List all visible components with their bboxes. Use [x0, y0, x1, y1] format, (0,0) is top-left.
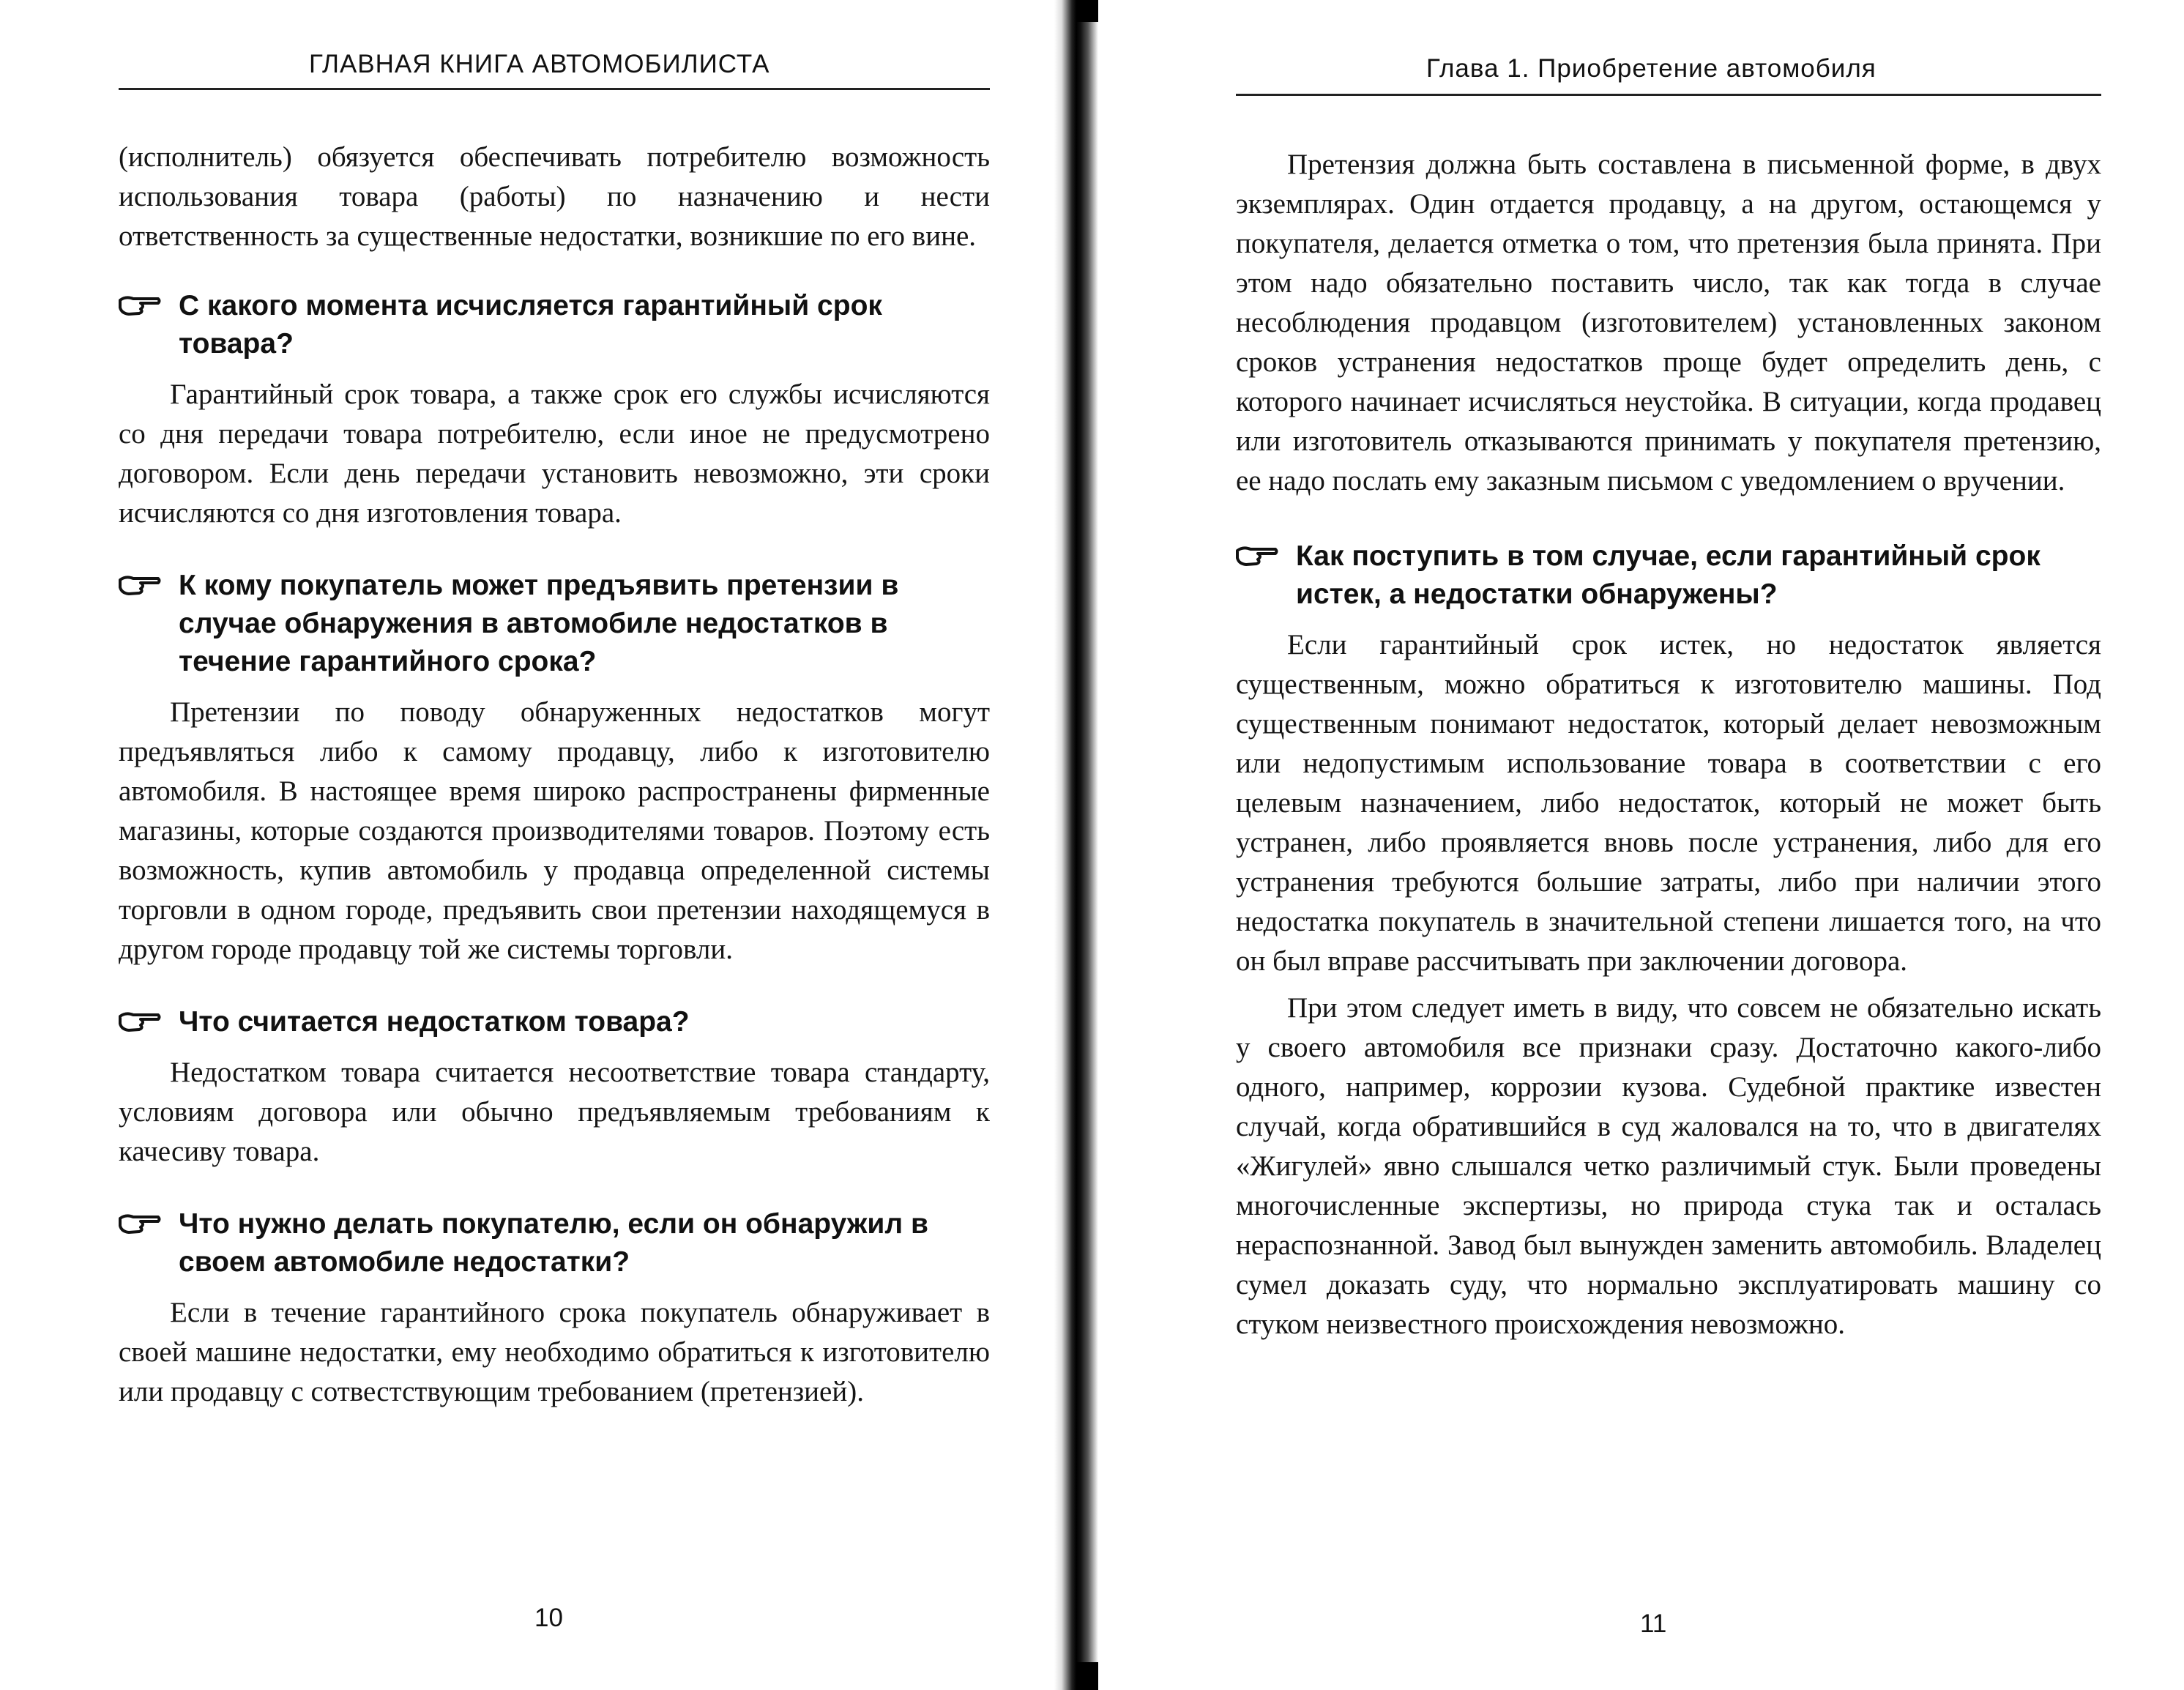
question-text: Что считается недостатком товара? — [179, 1006, 690, 1038]
answer-paragraph: Если гарантийный срок истек, но недостаток является существенным, можно обратиться к изготовителю машины. Под существенным понимают недостаток, который делает невозможным или недопустимым использование товара в соответствии с его целевым назначением, либо недостаток, который не может быть устранен, либо проявляется вновь после устранения, либо для его устранения требуются большие затраты, либо при наличии этого недостатка покупатель в значительной степени лишается того, на что он был вправе рассчитывать при заключении договора. — [1236, 629, 2101, 977]
pointing-hand-icon — [119, 574, 161, 596]
question-heading — [119, 1205, 990, 1281]
question-heading — [119, 567, 990, 681]
right-page — [1098, 0, 2184, 1690]
question-heading — [119, 1003, 990, 1041]
left-page — [0, 0, 1054, 1690]
header-rule-left — [119, 88, 990, 90]
question-heading — [1236, 537, 2101, 614]
pointing-hand-icon — [1236, 545, 1278, 567]
right-page-content — [1236, 145, 2101, 1344]
pointing-hand-icon — [119, 1213, 161, 1235]
answer-paragraph: При этом следует иметь в виду, что совсем не обязательно искать у своего автомобиля все признаки сразу. Достаточно какого-либо одного, например, коррозии кузова. Судебной практике известен случай, когда обратившийся в суд жаловался на то, что в двигателях «Жигулей» явно слышался четко различимый стук. Были проведены многочисленные экспертизы, но природа стука так и осталась нераспознанной. Завод был вынужден заменить автомобиль. Владелец сумел доказать суду, что нормально эксплуатировать машину со стуком неизвестного происхождения невозможно. — [1236, 992, 2101, 1340]
left-page-content — [119, 138, 990, 1412]
question-heading — [119, 287, 990, 363]
intro-paragraph: Претензия должна быть составлена в письменной форме, в двух экземплярах. Один отдается продавцу, а на другом, остающемся у покупателя, делается отметка о том, что претензия была принята. При этом надо обязательно поставить число, так как тогда в случае несоблюдения продавцом (изготовителем) установленных законом сроков устранения недостатков проще будет определить день, с которого начинает исчисляться неустойка. В ситуации, когда продавец или изготовитель отказываются принимать у покупателя претензию, ее надо послать ему заказным письмом с уведомлением о вручении. — [1236, 149, 2101, 496]
answer-paragraph: Претензии по поводу обнаруженных недостатков могут предъявляться либо к самому продавцу, либо к изготовителю автомобиля. В настоящее время широко распространены фирменные магазины, которые создаются производителями товаров. Поэтому есть возможность, купив автомобиль у продавца определенной системы торговли в одном городе, предъявить свои претензии находящемуся в другом городе продавцу той же системы торговли. — [119, 696, 990, 965]
continuation-paragraph: (исполнитель) обязуется обеспечивать потребителю возможность использования товара (работы) по назначению и нести ответственность за существенные недостатки, возникшие по его вине. — [119, 141, 990, 252]
running-head-left: ГЛАВНАЯ КНИГА АВТОМОБИЛИСТА — [309, 50, 770, 78]
running-head-right: Глава 1. Приобретение автомобиля — [1426, 54, 1876, 83]
page-number-right: 11 — [1640, 1609, 1667, 1638]
header-rule-right — [1236, 94, 2101, 96]
question-text: С какого момента исчисляется гарантийный срок товара? — [179, 290, 882, 360]
pointing-hand-icon — [119, 1010, 161, 1032]
book-gutter — [1054, 0, 1098, 1690]
answer-paragraph: Гарантийный срок товара, а также срок его службы исчисляются со дня передачи товара потребителю, если иное не предусмотрено договором. Если день передачи установить невозможно, эти сроки исчисляются со дня изготовления товара. — [119, 379, 990, 529]
page-number-left: 10 — [534, 1604, 563, 1632]
question-text: Что нужно делать покупателю, если он обнаружил в своем автомобиле недостатки? — [179, 1208, 928, 1278]
answer-paragraph: Если в течение гарантийного срока покупатель обнаруживает в своей машине недостатки, ему необходимо обратиться к изготовителю или продавцу с сотвестствующим требованием (претензией). — [119, 1297, 990, 1407]
question-text: К кому покупатель может предъявить претензии в случае обнаружения в автомобиле недостатков в течение гарантийного срока? — [179, 570, 899, 677]
answer-paragraph: Недостатком товара считается несоответствие товара стандарту, условиям договора или обычно предъявляемым требованиям к качесиву товара. — [119, 1057, 990, 1167]
pointing-hand-icon — [119, 294, 161, 316]
question-text: Как поступить в том случае, если гарантийный срок истек, а недостатки обнаружены? — [1296, 540, 2040, 610]
